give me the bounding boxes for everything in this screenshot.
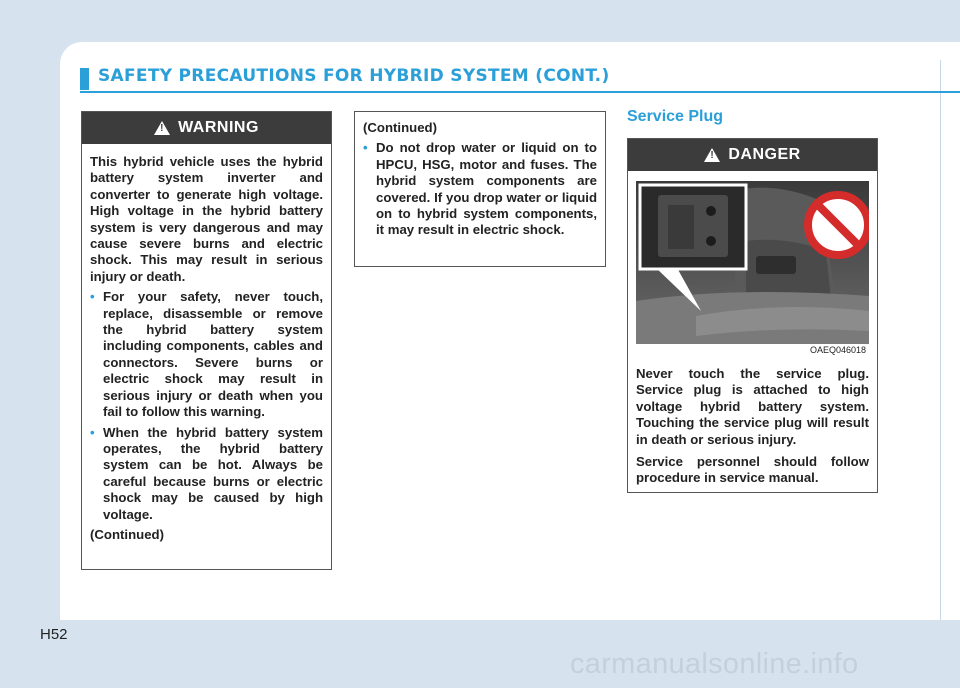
danger-header-label: DANGER bbox=[728, 146, 801, 163]
no-entry-icon bbox=[808, 195, 868, 255]
danger-paragraph: Never touch the service plug. Service plug is attached to high voltage hybrid battery system. Touching the service plug will result in death or serious injury. bbox=[636, 366, 869, 447]
warning-bullet: • When the hybrid battery system operates, the hybrid battery system can be hot. Always be careful because burns or electric shock may be caused by high voltage. bbox=[90, 425, 323, 523]
danger-paragraph: Service personnel should follow procedure in service manual. bbox=[636, 454, 869, 486]
continued-bullet: • Do not drop water or liquid on to HPCU, HSG, motor and fuses. The hybrid system components are covered. If you drop water or liquid on to hybrid system components, it may result in electric shock. bbox=[363, 140, 597, 238]
section-marker bbox=[80, 68, 89, 90]
danger-header bbox=[628, 139, 877, 171]
continued-heading: (Continued) bbox=[363, 120, 437, 135]
warning-triangle-icon bbox=[704, 148, 720, 162]
service-plug-photo bbox=[636, 181, 869, 357]
continued-label: (Continued) bbox=[90, 526, 164, 542]
page-frame bbox=[940, 60, 941, 620]
continued-box bbox=[354, 111, 606, 267]
service-plug-title: Service Plug bbox=[627, 108, 724, 125]
warning-header bbox=[82, 112, 331, 144]
warning-body bbox=[82, 144, 331, 555]
image-code: OAEQ046018 bbox=[636, 344, 869, 357]
warning-bullet: • For your safety, never touch, replace, disassemble or remove the hybrid battery system including components, cables and connectors. Severe burns or electric shock may result in serious injury or death when you fail to follow this warning. bbox=[90, 289, 323, 420]
section-title: SAFETY PRECAUTIONS FOR HYBRID SYSTEM (CONT.) bbox=[98, 66, 610, 86]
warning-box bbox=[81, 111, 332, 570]
section-rule bbox=[80, 91, 960, 93]
warning-triangle-icon bbox=[154, 121, 170, 135]
continued-body bbox=[355, 112, 605, 251]
warning-intro: This hybrid vehicle uses the hybrid battery system inverter and converter to generate high voltage. High voltage in the hybrid battery system is very dangerous and may cause severe burns and electric shock. This may result in serious injury or death. bbox=[90, 154, 323, 284]
danger-body bbox=[628, 360, 877, 491]
warning-header-label: WARNING bbox=[178, 119, 259, 136]
watermark: carmanualsonline.info bbox=[570, 648, 859, 680]
page-number: H52 bbox=[40, 626, 68, 643]
